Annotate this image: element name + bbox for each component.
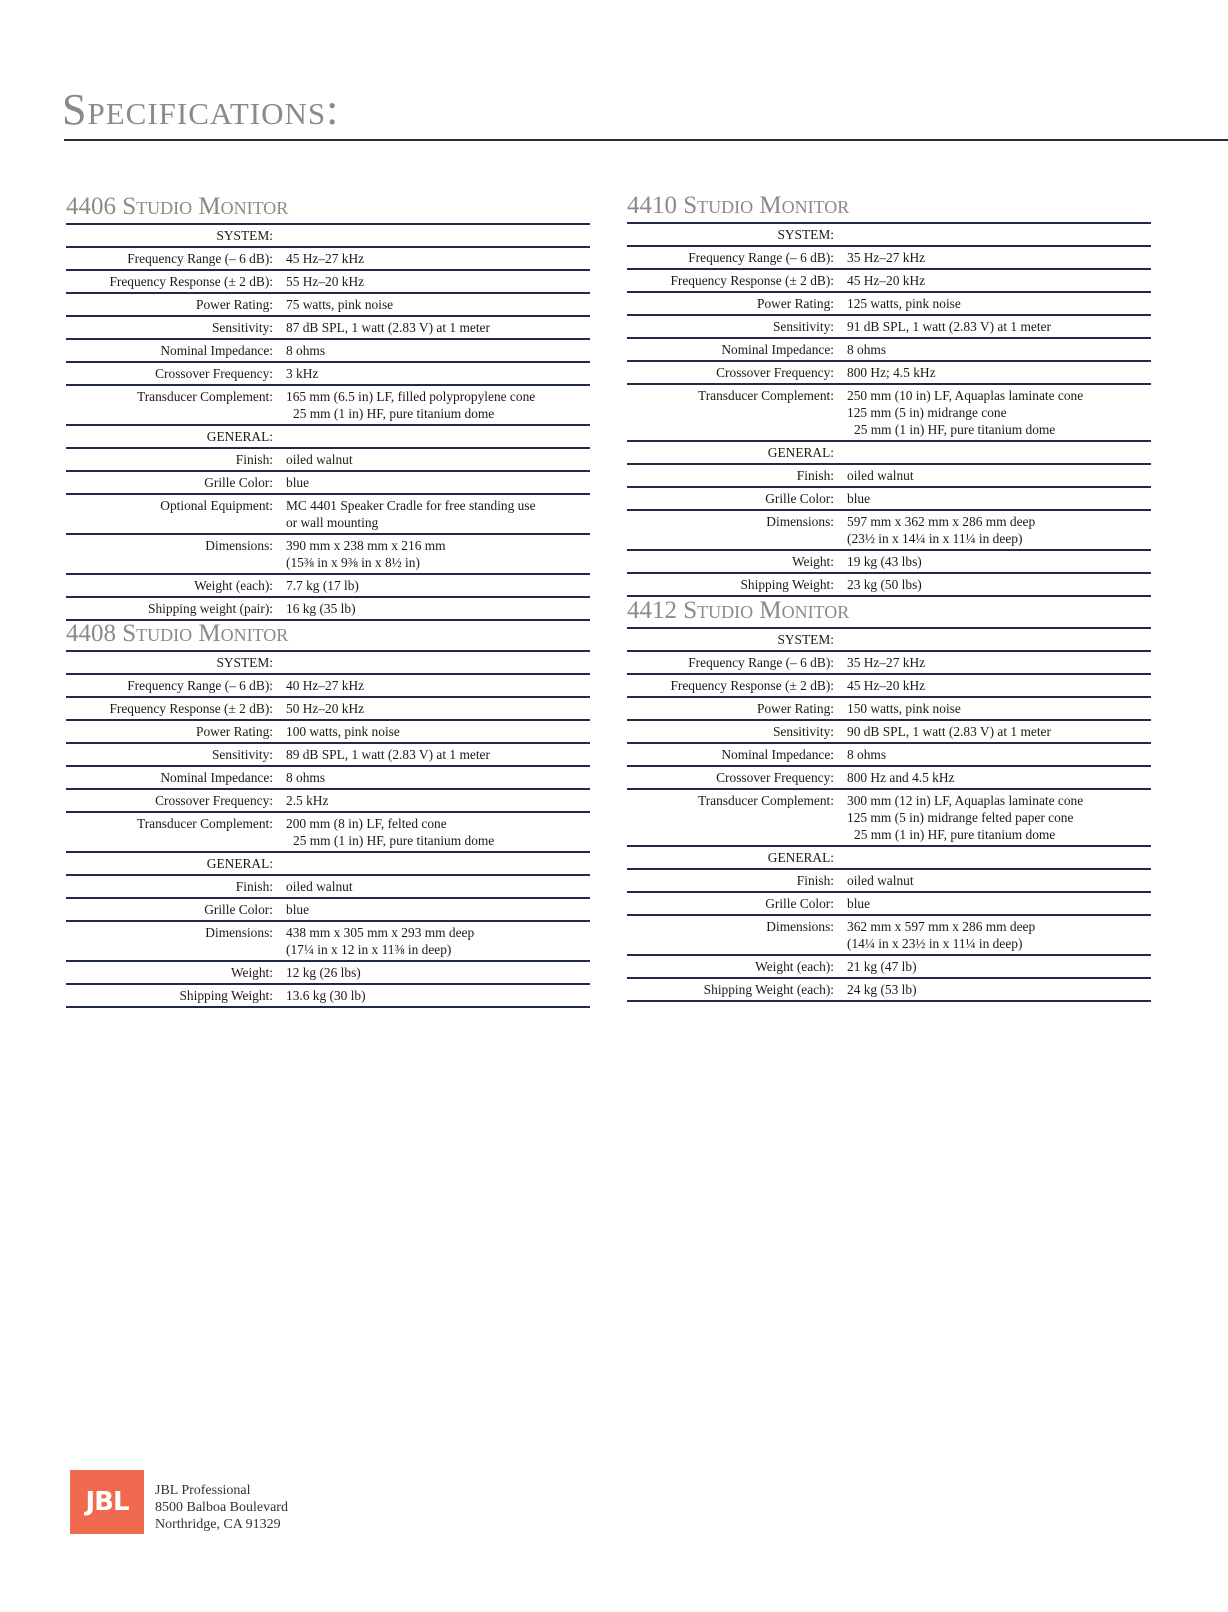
spec-value-line: 165 mm (6.5 in) LF, filled polypropylene cone <box>286 389 536 404</box>
spec-row <box>627 743 1151 766</box>
spec-label: SYSTEM: <box>216 228 273 243</box>
block-title: 4406 Studio Monitor <box>66 193 289 220</box>
spec-value <box>847 628 1151 651</box>
spec-row <box>627 628 1151 651</box>
block-title: 4408 Studio Monitor <box>66 620 289 647</box>
spec-value-line: 438 mm x 305 mm x 293 mm deep <box>286 925 475 940</box>
spec-value-line: 7.7 kg (17 lb) <box>286 578 359 593</box>
spec-label: Dimensions: <box>205 538 273 553</box>
spec-value-line: 21 kg (47 lb) <box>847 959 917 974</box>
spec-row <box>66 697 590 720</box>
spec-label: SYSTEM: <box>777 632 834 647</box>
spec-row <box>627 487 1151 510</box>
spec-row <box>66 448 590 471</box>
spec-row <box>66 362 590 385</box>
spec-value-line: 45 Hz–20 kHz <box>847 273 926 288</box>
spec-value-line: 90 dB SPL, 1 watt (2.83 V) at 1 meter <box>847 724 1051 739</box>
spec-row <box>627 869 1151 892</box>
spec-value-line: 8 ohms <box>847 342 887 357</box>
spec-value <box>847 766 1151 789</box>
spec-label: Sensitivity: <box>211 320 273 335</box>
spec-row <box>66 875 590 898</box>
spec-value <box>847 697 1151 720</box>
spec-row <box>66 574 590 597</box>
street-address: 8500 Balboa Boulevard <box>155 1500 288 1515</box>
spec-row <box>627 955 1151 978</box>
spec-row <box>627 846 1151 869</box>
spec-row <box>627 384 1151 441</box>
spec-value-line: MC 4401 Speaker Cradle for free standing use <box>286 498 536 513</box>
spec-label: Transducer Complement: <box>698 793 834 808</box>
spec-label: GENERAL: <box>767 445 834 460</box>
spec-value <box>847 955 1151 978</box>
spec-row <box>627 651 1151 674</box>
spec-row <box>66 224 590 247</box>
spec-value <box>847 869 1151 892</box>
spec-row <box>66 247 590 270</box>
spec-value <box>286 651 590 674</box>
spec-value <box>286 674 590 697</box>
spec-value-line: 24 kg (53 lb) <box>847 982 917 997</box>
spec-row <box>627 338 1151 361</box>
spec-label: Finish: <box>235 879 273 894</box>
spec-label: Crossover Frequency: <box>155 366 273 381</box>
spec-label: Power Rating: <box>196 724 273 739</box>
spec-label: Grille Color: <box>204 902 273 917</box>
spec-value <box>847 915 1151 955</box>
spec-row <box>627 550 1151 573</box>
spec-block-4406 <box>66 194 590 621</box>
spec-value <box>847 978 1151 1001</box>
spec-value <box>847 441 1151 464</box>
spec-value-line: 800 Hz; 4.5 kHz <box>847 365 936 380</box>
spec-value-line: 25 mm (1 in) HF, pure titanium dome <box>854 827 1056 842</box>
spec-value <box>286 425 590 448</box>
spec-row <box>627 464 1151 487</box>
spec-value <box>847 338 1151 361</box>
spec-row <box>627 766 1151 789</box>
spec-label: Transducer Complement: <box>137 389 273 404</box>
spec-row <box>627 573 1151 596</box>
spec-value-line: 8 ohms <box>847 747 887 762</box>
spec-row <box>66 316 590 339</box>
spec-row <box>627 978 1151 1001</box>
spec-value-line: (17¼ in x 12 in x 11⅜ in deep) <box>286 942 452 957</box>
spec-value <box>286 789 590 812</box>
spec-label: Dimensions: <box>205 925 273 940</box>
spec-row <box>66 984 590 1007</box>
title-rule <box>64 139 1228 141</box>
spec-row <box>66 534 590 574</box>
spec-row <box>627 720 1151 743</box>
spec-value-line: 25 mm (1 in) HF, pure titanium dome <box>854 422 1056 437</box>
spec-label: Shipping Weight (each): <box>703 982 834 997</box>
spec-value <box>286 984 590 1007</box>
spec-value <box>847 464 1151 487</box>
spec-label: Nominal Impedance: <box>160 770 273 785</box>
spec-label: Grille Color: <box>765 491 834 506</box>
spec-value-line: 23 kg (50 lbs) <box>847 577 922 592</box>
spec-value <box>286 448 590 471</box>
spec-row <box>66 293 590 316</box>
spec-value-line: 250 mm (10 in) LF, Aquaplas laminate cone <box>847 388 1084 403</box>
spec-label: Shipping Weight: <box>179 988 273 1003</box>
spec-row <box>627 789 1151 846</box>
spec-value <box>847 720 1151 743</box>
spec-row <box>627 246 1151 269</box>
spec-label: Shipping weight (pair): <box>148 601 273 616</box>
spec-value-line: blue <box>286 902 310 917</box>
page-title: Specifications: <box>62 85 340 134</box>
spec-table <box>66 650 590 1008</box>
spec-label: SYSTEM: <box>777 227 834 242</box>
spec-row <box>66 270 590 293</box>
spec-value <box>286 720 590 743</box>
spec-row <box>66 921 590 961</box>
spec-label: Power Rating: <box>757 701 834 716</box>
spec-row <box>66 743 590 766</box>
spec-value-line: 597 mm x 362 mm x 286 mm deep <box>847 514 1036 529</box>
spec-label: GENERAL: <box>206 429 273 444</box>
spec-label: Finish: <box>796 873 834 888</box>
company-name: JBL Professional <box>155 1483 251 1498</box>
spec-label: Power Rating: <box>196 297 273 312</box>
spec-label: SYSTEM: <box>216 655 273 670</box>
spec-value <box>847 846 1151 869</box>
spec-row <box>627 674 1151 697</box>
spec-value-line: 362 mm x 597 mm x 286 mm deep <box>847 919 1036 934</box>
spec-value-line: 800 Hz and 4.5 kHz <box>847 770 955 785</box>
spec-block-4408 <box>66 621 590 1008</box>
spec-value-line: 45 Hz–27 kHz <box>286 251 365 266</box>
spec-row <box>66 720 590 743</box>
spec-value-line: oiled walnut <box>847 873 914 888</box>
spec-label: Sensitivity: <box>772 724 834 739</box>
spec-label: Crossover Frequency: <box>155 793 273 808</box>
spec-label: Frequency Range (– 6 dB): <box>127 678 273 693</box>
spec-value <box>286 293 590 316</box>
spec-value <box>286 743 590 766</box>
spec-value-line: 12 kg (26 lbs) <box>286 965 361 980</box>
spec-value <box>847 892 1151 915</box>
spec-label: Sensitivity: <box>772 319 834 334</box>
spec-value-line: 25 mm (1 in) HF, pure titanium dome <box>293 406 495 421</box>
spec-value-line: 40 Hz–27 kHz <box>286 678 365 693</box>
jbl-logo: JBL <box>70 1470 144 1534</box>
spec-value-line: 25 mm (1 in) HF, pure titanium dome <box>293 833 495 848</box>
city-address: Northridge, CA 91329 <box>155 1517 281 1532</box>
spec-row <box>627 361 1151 384</box>
spec-value-line: (15⅜ in x 9⅜ in x 8½ in) <box>286 555 420 570</box>
spec-label: Crossover Frequency: <box>716 770 834 785</box>
spec-label: Power Rating: <box>757 296 834 311</box>
spec-row <box>66 961 590 984</box>
spec-value <box>286 316 590 339</box>
spec-row <box>66 385 590 425</box>
spec-value <box>286 921 590 961</box>
spec-value <box>286 961 590 984</box>
spec-label: Shipping Weight: <box>740 577 834 592</box>
spec-label: Nominal Impedance: <box>721 342 834 357</box>
spec-value <box>286 852 590 875</box>
spec-row <box>66 674 590 697</box>
block-title: 4410 Studio Monitor <box>627 192 850 219</box>
spec-value-line: (14¼ in x 23½ in x 11¼ in deep) <box>847 936 1023 951</box>
spec-block-4412 <box>627 598 1151 1002</box>
spec-value-line: blue <box>847 896 871 911</box>
spec-value <box>286 534 590 574</box>
spec-label: Weight: <box>791 554 834 569</box>
spec-value <box>847 269 1151 292</box>
spec-row <box>66 597 590 620</box>
spec-value-line: 16 kg (35 lb) <box>286 601 356 616</box>
spec-row <box>627 915 1151 955</box>
spec-label: Frequency Response (± 2 dB): <box>109 701 273 716</box>
spec-value <box>847 361 1151 384</box>
spec-value <box>286 385 590 425</box>
spec-value-line: 3 kHz <box>286 366 319 381</box>
spec-value <box>286 247 590 270</box>
spec-label: Weight (each): <box>755 959 834 974</box>
spec-value-line: 125 watts, pink noise <box>847 296 961 311</box>
spec-label: Dimensions: <box>766 919 834 934</box>
spec-value-line: 91 dB SPL, 1 watt (2.83 V) at 1 meter <box>847 319 1051 334</box>
spec-value-line: 13.6 kg (30 lb) <box>286 988 366 1003</box>
spec-value-line: blue <box>286 475 310 490</box>
spec-value-line: 75 watts, pink noise <box>286 297 394 312</box>
spec-label: GENERAL: <box>767 850 834 865</box>
spec-label: GENERAL: <box>206 856 273 871</box>
spec-label: Weight: <box>230 965 273 980</box>
spec-value <box>286 494 590 534</box>
spec-label: Transducer Complement: <box>698 388 834 403</box>
spec-value <box>847 292 1151 315</box>
spec-value <box>286 766 590 789</box>
spec-table <box>627 222 1151 597</box>
spec-label: Transducer Complement: <box>137 816 273 831</box>
spec-value <box>847 223 1151 246</box>
spec-value-line: 87 dB SPL, 1 watt (2.83 V) at 1 meter <box>286 320 490 335</box>
spec-row <box>627 269 1151 292</box>
spec-value-line: oiled walnut <box>286 879 353 894</box>
spec-label: Grille Color: <box>204 475 273 490</box>
spec-row <box>627 292 1151 315</box>
spec-label: Frequency Range (– 6 dB): <box>688 655 834 670</box>
spec-value-line: 89 dB SPL, 1 watt (2.83 V) at 1 meter <box>286 747 490 762</box>
spec-label: Grille Color: <box>765 896 834 911</box>
spec-value <box>847 487 1151 510</box>
spec-row <box>66 898 590 921</box>
spec-row <box>66 852 590 875</box>
spec-value <box>847 674 1151 697</box>
spec-value-line: 35 Hz–27 kHz <box>847 655 926 670</box>
spec-value <box>286 875 590 898</box>
spec-label: Optional Equipment: <box>160 498 273 513</box>
spec-label: Frequency Range (– 6 dB): <box>688 250 834 265</box>
spec-value-line: 2.5 kHz <box>286 793 329 808</box>
spec-label: Weight (each): <box>194 578 273 593</box>
spec-row <box>66 425 590 448</box>
spec-value-line: 8 ohms <box>286 343 326 358</box>
spec-table <box>627 627 1151 1002</box>
spec-value <box>847 550 1151 573</box>
spec-row <box>66 766 590 789</box>
spec-value <box>847 315 1151 338</box>
spec-label: Finish: <box>796 468 834 483</box>
spec-value <box>286 697 590 720</box>
spec-value-line: 150 watts, pink noise <box>847 701 961 716</box>
spec-value-line: (23½ in x 14¼ in x 11¼ in deep) <box>847 531 1023 546</box>
spec-value-line: 8 ohms <box>286 770 326 785</box>
spec-value <box>847 743 1151 766</box>
spec-value <box>847 246 1151 269</box>
spec-value <box>847 651 1151 674</box>
spec-value-line: 45 Hz–20 kHz <box>847 678 926 693</box>
spec-value-line: 300 mm (12 in) LF, Aquaplas laminate cone <box>847 793 1084 808</box>
spec-row <box>627 315 1151 338</box>
spec-value-line: 100 watts, pink noise <box>286 724 400 739</box>
spec-row <box>66 789 590 812</box>
spec-label: Frequency Response (± 2 dB): <box>670 678 834 693</box>
spec-value <box>286 574 590 597</box>
spec-row <box>627 892 1151 915</box>
spec-row <box>66 812 590 852</box>
spec-label: Crossover Frequency: <box>716 365 834 380</box>
spec-row <box>627 441 1151 464</box>
spec-value <box>847 510 1151 550</box>
spec-label: Frequency Range (– 6 dB): <box>127 251 273 266</box>
spec-value <box>286 224 590 247</box>
spec-table <box>66 223 590 621</box>
spec-row <box>627 697 1151 720</box>
spec-value <box>286 597 590 620</box>
spec-value-line: 35 Hz–27 kHz <box>847 250 926 265</box>
spec-value <box>847 789 1151 846</box>
spec-value <box>847 573 1151 596</box>
block-title: 4412 Studio Monitor <box>627 597 850 624</box>
spec-label: Frequency Response (± 2 dB): <box>670 273 834 288</box>
spec-label: Finish: <box>235 452 273 467</box>
spec-label: Sensitivity: <box>211 747 273 762</box>
spec-row <box>66 651 590 674</box>
spec-label: Nominal Impedance: <box>160 343 273 358</box>
spec-value <box>286 270 590 293</box>
company-address <box>155 1482 288 1533</box>
spec-value <box>286 362 590 385</box>
spec-row <box>66 471 590 494</box>
spec-row <box>627 510 1151 550</box>
spec-value-line: 390 mm x 238 mm x 216 mm <box>286 538 446 553</box>
spec-label: Nominal Impedance: <box>721 747 834 762</box>
spec-value <box>286 898 590 921</box>
spec-value-line: 200 mm (8 in) LF, felted cone <box>286 816 447 831</box>
spec-block-4410 <box>627 193 1151 597</box>
spec-row <box>627 223 1151 246</box>
spec-value-line: blue <box>847 491 871 506</box>
spec-value-line: 125 mm (5 in) midrange cone <box>847 405 1007 420</box>
spec-value-line: oiled walnut <box>847 468 914 483</box>
spec-value-line: or wall mounting <box>286 515 379 530</box>
spec-value <box>286 339 590 362</box>
spec-value-line: 19 kg (43 lbs) <box>847 554 922 569</box>
spec-label: Dimensions: <box>766 514 834 529</box>
spec-value-line: 55 Hz–20 kHz <box>286 274 365 289</box>
spec-value-line: oiled walnut <box>286 452 353 467</box>
spec-value <box>847 384 1151 441</box>
spec-value-line: 125 mm (5 in) midrange felted paper cone <box>847 810 1074 825</box>
spec-row <box>66 339 590 362</box>
spec-row <box>66 494 590 534</box>
spec-value-line: 50 Hz–20 kHz <box>286 701 365 716</box>
spec-label: Frequency Response (± 2 dB): <box>109 274 273 289</box>
spec-value <box>286 812 590 852</box>
spec-value <box>286 471 590 494</box>
